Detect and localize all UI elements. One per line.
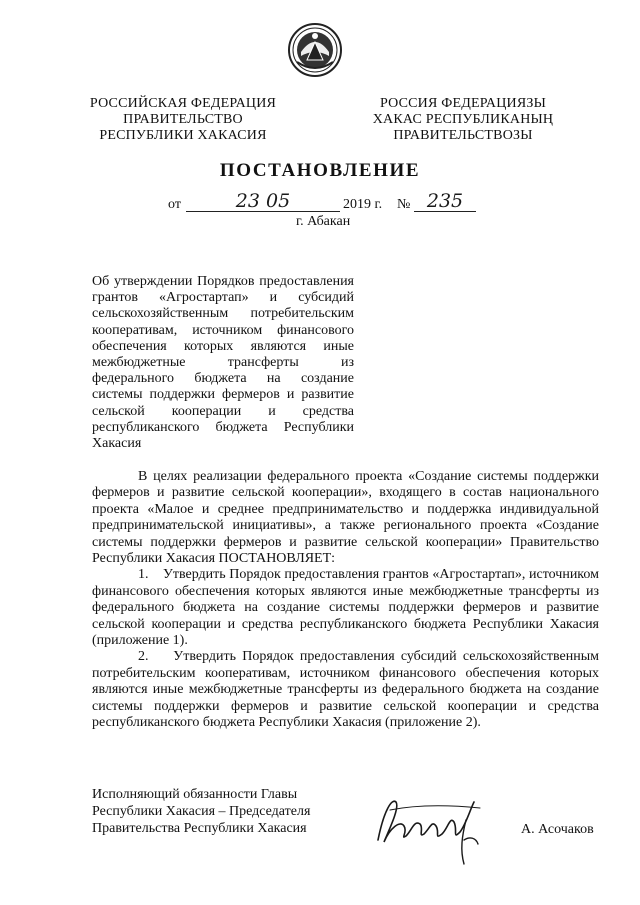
- preamble-paragraph: В целях реализации федерального проекта «Создание системы поддержки фермеров и развитие сельской кооперации», входящего в состав национального проекта «Малое и среднее предпринимательство и поддержка индивидуальной предпринимательской инициативы», а также регионального проекта «Создание системы поддержки фермеров и развитие сельской кооперации» Правительство Республики Хакасия ПОСТАНОВЛЯЕТ:: [92, 469, 599, 567]
- header-right-line: ПРАВИТЕЛЬСТВОЗЫ: [393, 128, 533, 143]
- header-left: [88, 96, 278, 144]
- header-left-line: ПРАВИТЕЛЬСТВО: [123, 112, 243, 127]
- signatory-name: А. Асочаков: [521, 822, 594, 837]
- number-field: 235: [414, 191, 476, 212]
- handwritten-signature-icon: [370, 780, 500, 870]
- item-2-paragraph: 2. Утвердить Порядок предоставления субсидий сельскохозяйственным потребительским кооперативам, источником финансового обеспечения которых являются иные межбюджетные трансферты из федерального бюджета на создание системы поддержки фермеров и развитие сельской кооперации и средства республиканского бюджета Республики Хакасия (приложение 2).: [92, 649, 599, 731]
- header-right: [368, 96, 558, 144]
- signatory-line: Правительства Республики Хакасия: [92, 821, 307, 836]
- signatory-position: [92, 786, 310, 837]
- signatory-line: Республики Хакасия – Председателя: [92, 804, 311, 819]
- city-label: г. Абакан: [296, 214, 351, 229]
- year-text: 2019 г.: [343, 197, 383, 212]
- header-right-line: ХАКАС РЕСПУБЛИКАНЫҢ: [372, 112, 554, 127]
- document-subject: Об утверждении Порядков предоставления грантов «Агростартап» и субсидий сельскохозяйственным потребительским кооперативам, источником финансового обеспечения которых являются иные межбюджетные трансферты из федерального бюджета на создание системы поддержки фермеров и развитие сельской кооперации и средства республиканского бюджета Республики Хакасия: [92, 274, 354, 452]
- item-1-paragraph: 1. Утвердить Порядок предоставления грантов «Агростартап», источником финансового обеспечения которых являются иные межбюджетные трансферты из федерального бюджета на создание системы поддержки фермеров и развитие сельской кооперации и средства республиканского бюджета Республики Хакасия (приложение 1).: [92, 567, 599, 649]
- date-prefix: от: [168, 197, 181, 212]
- signatory-line: Исполняющий обязанности Главы: [92, 787, 298, 802]
- document-body: [92, 469, 599, 732]
- header-right-line: РОССИЯ ФЕДЕРАЦИЯЗЫ: [379, 96, 547, 111]
- date-field: 23 05: [186, 191, 340, 212]
- header-left-line: РОССИЙСКАЯ ФЕДЕРАЦИЯ: [89, 96, 277, 111]
- coat-of-arms-seal-icon: [287, 22, 343, 78]
- header-left-line: РЕСПУБЛИКИ ХАКАСИЯ: [99, 128, 267, 143]
- document-title: ПОСТАНОВЛЕНИЕ: [219, 160, 421, 181]
- number-sign: №: [397, 197, 411, 212]
